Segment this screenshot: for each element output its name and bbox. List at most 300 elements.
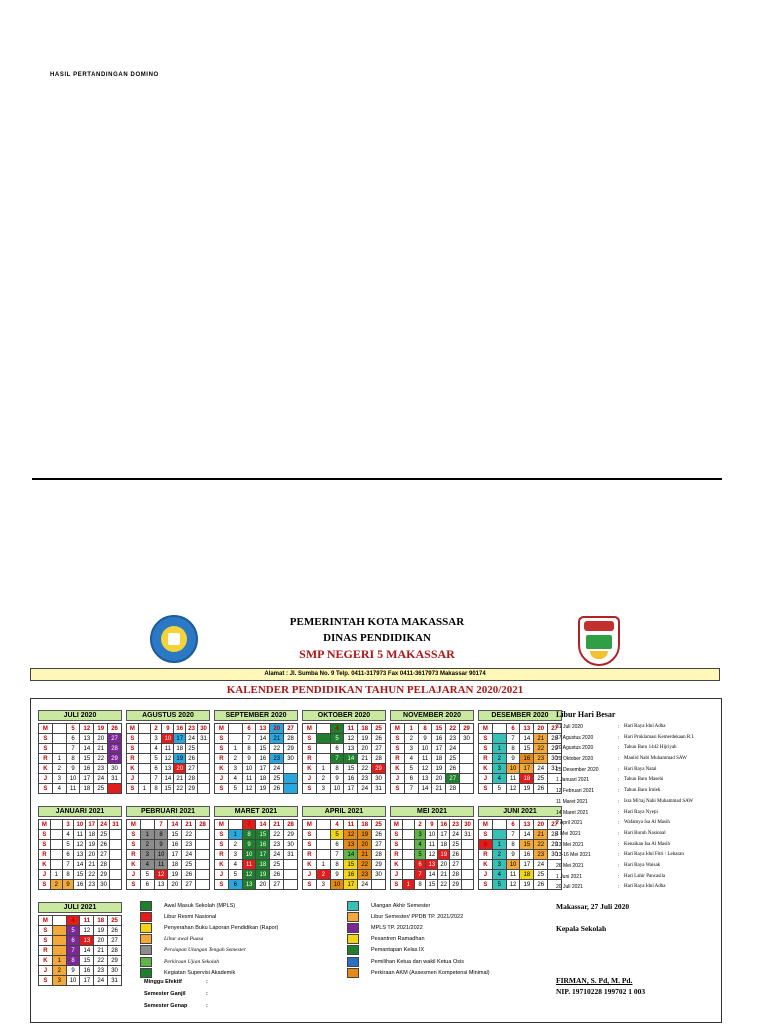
day-cell: 14: [74, 860, 86, 870]
holiday-separator: :: [618, 862, 620, 869]
day-cell: 31: [462, 830, 474, 840]
day-cell: 22: [438, 880, 450, 890]
day-cell: 29: [98, 870, 110, 880]
day-cell: 10: [330, 784, 344, 794]
day-cell: 4: [62, 830, 74, 840]
day-cell: 4: [330, 724, 344, 734]
summary-label: Semester Ganjil: [144, 991, 186, 997]
day-cell: 1: [316, 860, 330, 870]
day-cell: 11: [418, 754, 432, 764]
month-name: OKTOBER 2020: [302, 710, 386, 721]
day-cell: [462, 850, 474, 860]
letterhead: [30, 610, 724, 670]
legend-item: [347, 967, 547, 978]
legend-item: [140, 956, 340, 967]
holiday-name: Hari Raya Idul Fitri / Lebaran: [624, 852, 684, 858]
legend-label: Libur awal Puasa: [164, 936, 204, 943]
day-cell: [138, 764, 150, 774]
weekday-label: J: [215, 870, 229, 880]
legend-label: Pemilihan Ketua dan wakil Ketua Osis: [371, 958, 464, 965]
day-cell: 30: [372, 870, 386, 880]
day-cell: [402, 860, 414, 870]
day-cell: [228, 820, 242, 830]
day-cell: [108, 784, 122, 794]
summary-label: Minggu Efektif: [144, 979, 182, 985]
department-line: DINAS PENDIDIKAN: [323, 632, 431, 644]
legend-item: [140, 934, 340, 945]
holiday-name: Wafatnya Isa Al Masih: [624, 820, 670, 826]
legend-item: [347, 934, 547, 945]
day-cell: 15: [74, 870, 86, 880]
holiday-date: 20 Juli 2021: [556, 884, 583, 891]
legend-swatch: [347, 912, 359, 922]
day-cell: 28: [372, 754, 386, 764]
weekday-label: K: [39, 956, 53, 966]
day-cell: [372, 880, 386, 890]
holiday-separator: :: [618, 756, 620, 763]
day-cell: 24: [182, 850, 196, 860]
day-cell: 11: [80, 916, 94, 926]
legend-swatch: [140, 968, 152, 978]
day-cell: 3: [52, 774, 66, 784]
day-cell: 16: [80, 764, 94, 774]
day-cell: 11: [74, 830, 86, 840]
weekday-label: K: [391, 764, 405, 774]
day-cell: 27: [446, 774, 460, 784]
day-cell: 24: [450, 830, 462, 840]
day-cell: 19: [520, 784, 534, 794]
day-cell: 24: [94, 774, 108, 784]
weekday-label: S: [127, 830, 141, 840]
weekday-label: S: [215, 830, 229, 840]
day-cell: 29: [108, 754, 122, 764]
holiday-name: Tahun Baru Imlek: [624, 788, 661, 794]
legend-item: [140, 922, 340, 933]
month-calendar: [478, 806, 562, 890]
weekday-label: M: [215, 820, 229, 830]
weekday-label: J: [303, 774, 317, 784]
holiday-date: 1 Mei 2021: [556, 830, 581, 837]
day-cell: 1: [228, 830, 242, 840]
holiday-separator: :: [618, 798, 620, 805]
day-cell: 21: [86, 860, 98, 870]
day-cell: 18: [438, 840, 450, 850]
day-cell: 12: [426, 850, 438, 860]
holiday-row: [556, 818, 716, 829]
day-cell: 15: [80, 754, 94, 764]
day-cell: 2: [316, 870, 330, 880]
day-cell: 30: [198, 724, 210, 734]
day-cell: 14: [80, 744, 94, 754]
day-cell: 29: [284, 830, 298, 840]
day-cell: 17: [168, 850, 182, 860]
holiday-name: Kenaikan Isa Al Masih: [624, 841, 670, 847]
day-cell: 6: [242, 724, 256, 734]
weekday-label: S: [127, 840, 141, 850]
day-cell: 14: [418, 784, 432, 794]
legend-label: Pesantren Ramadhan: [371, 936, 425, 943]
day-cell: [110, 840, 122, 850]
day-cell: 27: [98, 850, 110, 860]
day-cell: 28: [98, 860, 110, 870]
day-cell: 4: [52, 784, 66, 794]
weekday-label: S: [479, 744, 493, 754]
day-cell: 19: [432, 764, 446, 774]
day-cell: 16: [80, 966, 94, 976]
day-cell: 4: [492, 774, 506, 784]
day-cell: [196, 880, 210, 890]
day-cell: [198, 784, 210, 794]
day-cell: 2: [414, 820, 426, 830]
day-cell: 10: [154, 850, 168, 860]
day-cell: 20: [94, 936, 108, 946]
weekday-label: K: [215, 860, 229, 870]
day-cell: 5: [404, 764, 418, 774]
day-cell: 19: [256, 784, 270, 794]
day-cell: [50, 860, 62, 870]
weekday-label: S: [215, 840, 229, 850]
holiday-date: 25 Desember 2020: [556, 766, 599, 773]
day-cell: 10: [418, 744, 432, 754]
day-cell: 19: [86, 840, 98, 850]
weekday-label: M: [303, 820, 317, 830]
day-cell: 15: [344, 764, 358, 774]
sign-role: Kepala Sekolah: [556, 924, 607, 933]
weekday-label: J: [39, 774, 53, 784]
day-cell: 13: [426, 860, 438, 870]
day-cell: 2: [52, 966, 66, 976]
day-cell: 23: [534, 850, 548, 860]
day-cell: [138, 734, 150, 744]
day-cell: 5: [330, 734, 344, 744]
day-cell: [52, 936, 66, 946]
day-cell: 22: [534, 744, 548, 754]
weekday-label: J: [39, 870, 51, 880]
holiday-row: [556, 765, 716, 776]
day-cell: 2: [140, 840, 154, 850]
day-cell: 11: [154, 860, 168, 870]
holiday-separator: :: [618, 841, 620, 848]
weekday-label: S: [303, 830, 317, 840]
day-cell: 28: [372, 850, 386, 860]
day-cell: 24: [358, 880, 372, 890]
day-cell: 10: [66, 774, 80, 784]
weekday-label: J: [127, 870, 141, 880]
holiday-separator: :: [618, 734, 620, 741]
day-cell: 26: [534, 784, 548, 794]
legend-item: [140, 900, 340, 911]
month-name: PEBRUARI 2021: [126, 806, 210, 817]
day-cell: 25: [94, 784, 108, 794]
day-cell: 13: [80, 936, 94, 946]
day-cell: 8: [418, 724, 432, 734]
day-cell: 13: [154, 880, 168, 890]
day-cell: 10: [162, 734, 174, 744]
month-name: JUNI 2021: [478, 806, 562, 817]
day-cell: 12: [80, 926, 94, 936]
weekday-label: R: [215, 850, 229, 860]
day-cell: 1: [138, 784, 150, 794]
day-cell: [110, 850, 122, 860]
weekday-label: M: [479, 820, 493, 830]
day-cell: 5: [330, 830, 344, 840]
day-cell: 14: [256, 734, 270, 744]
holiday-name: Hari Buruh Nasional: [624, 830, 666, 836]
holiday-date: 17 Agustus 2020: [556, 734, 594, 741]
day-cell: 5: [492, 784, 506, 794]
day-cell: 3: [404, 744, 418, 754]
month-calendar: [302, 806, 386, 890]
document-label: HASIL PERTANDINGAN DOMINO: [50, 72, 159, 78]
day-cell: 25: [182, 860, 196, 870]
day-cell: 27: [270, 880, 284, 890]
day-cell: 12: [74, 840, 86, 850]
holiday-name: Hari Lahir Pancasila: [624, 873, 666, 879]
day-cell: [52, 724, 66, 734]
day-cell: 22: [270, 830, 284, 840]
day-cell: 4: [140, 860, 154, 870]
day-cell: 16: [438, 820, 450, 830]
day-cell: 26: [270, 870, 284, 880]
weekday-label: S: [215, 744, 229, 754]
day-cell: 6: [330, 840, 344, 850]
day-cell: 26: [182, 870, 196, 880]
day-cell: 5: [62, 840, 74, 850]
day-cell: 8: [330, 860, 344, 870]
day-cell: 25: [534, 870, 548, 880]
day-cell: 3: [228, 764, 242, 774]
day-cell: 27: [372, 840, 386, 850]
day-cell: 7: [66, 744, 80, 754]
day-cell: 22: [358, 860, 372, 870]
weekday-label: S: [39, 880, 51, 890]
holiday-row: [556, 808, 716, 819]
holiday-name: Tahun Baru Masehi: [624, 777, 664, 783]
day-cell: 29: [460, 724, 474, 734]
day-cell: 8: [506, 744, 520, 754]
day-cell: 18: [520, 774, 534, 784]
day-cell: [316, 830, 330, 840]
month-name: JULI 2021: [38, 902, 122, 913]
day-cell: 19: [174, 754, 186, 764]
day-cell: 8: [66, 754, 80, 764]
day-cell: 17: [256, 764, 270, 774]
day-cell: 25: [186, 744, 198, 754]
school-name: SMP NEGERI 5 MAKASSAR: [299, 647, 455, 661]
weekday-label: R: [303, 754, 317, 764]
weekday-label: K: [215, 764, 229, 774]
legend-swatch: [140, 923, 152, 933]
legend-label: Perkiraan AKM (Assesmen Kompetensi Minimal): [371, 969, 490, 976]
weekday-label: J: [127, 774, 139, 784]
day-cell: 19: [256, 870, 270, 880]
day-cell: 14: [162, 774, 174, 784]
day-cell: [316, 744, 330, 754]
day-cell: 19: [358, 830, 372, 840]
day-cell: 10: [242, 850, 256, 860]
month-calendar: [302, 710, 386, 794]
day-cell: 12: [80, 724, 94, 734]
holiday-name: Maulid Nabi Muhammad SAW: [624, 756, 687, 762]
day-cell: 26: [446, 764, 460, 774]
holiday-separator: :: [618, 820, 620, 827]
day-cell: 8: [154, 830, 168, 840]
day-cell: 7: [242, 820, 256, 830]
day-cell: [110, 870, 122, 880]
day-cell: 25: [108, 916, 122, 926]
day-cell: 3: [228, 850, 242, 860]
day-cell: 2: [492, 850, 506, 860]
day-cell: 26: [108, 926, 122, 936]
day-cell: 13: [344, 744, 358, 754]
day-cell: 23: [270, 754, 284, 764]
day-cell: 28: [446, 784, 460, 794]
legend-item: [347, 945, 547, 956]
day-cell: 16: [344, 870, 358, 880]
summary-colon: :: [206, 979, 208, 985]
day-cell: [198, 754, 210, 764]
day-cell: 29: [284, 744, 298, 754]
day-cell: [402, 830, 414, 840]
day-cell: 11: [426, 840, 438, 850]
day-cell: 25: [270, 860, 284, 870]
day-cell: 22: [270, 744, 284, 754]
day-cell: 23: [86, 880, 98, 890]
day-cell: 17: [174, 734, 186, 744]
day-cell: 14: [344, 754, 358, 764]
day-cell: 28: [196, 820, 210, 830]
day-cell: 17: [520, 860, 534, 870]
day-cell: 14: [426, 870, 438, 880]
holiday-separator: :: [618, 745, 620, 752]
day-cell: 27: [108, 734, 122, 744]
day-cell: 16: [174, 724, 186, 734]
holiday-row: [556, 872, 716, 883]
day-cell: 23: [186, 724, 198, 734]
day-cell: [198, 774, 210, 784]
day-cell: 24: [446, 744, 460, 754]
legend-item: [347, 922, 547, 933]
day-cell: 2: [316, 774, 330, 784]
weekday-label: J: [215, 774, 229, 784]
day-cell: [138, 774, 150, 784]
day-cell: 7: [154, 820, 168, 830]
day-cell: 25: [98, 830, 110, 840]
day-cell: [198, 744, 210, 754]
city-emblem-logo: [578, 616, 620, 666]
government-line: PEMERINTAH KOTA MAKASSAR: [289, 616, 465, 628]
day-cell: 9: [426, 820, 438, 830]
weekday-label: S: [39, 840, 51, 850]
day-cell: [196, 840, 210, 850]
day-cell: 13: [344, 840, 358, 850]
day-cell: 31: [110, 820, 122, 830]
holiday-row: [556, 786, 716, 797]
weekday-label: S: [127, 880, 141, 890]
day-cell: 5: [150, 754, 162, 764]
day-cell: 21: [534, 734, 548, 744]
day-cell: 11: [162, 744, 174, 754]
day-cell: 6: [330, 744, 344, 754]
day-cell: 22: [94, 754, 108, 764]
day-cell: [50, 820, 62, 830]
day-cell: 24: [98, 820, 110, 830]
day-cell: 19: [438, 850, 450, 860]
day-cell: 4: [330, 820, 344, 830]
holiday-separator: :: [618, 788, 620, 795]
day-cell: 3: [316, 784, 330, 794]
day-cell: 1: [402, 880, 414, 890]
day-cell: [460, 774, 474, 784]
day-cell: 1: [492, 840, 506, 850]
weekday-label: S: [479, 784, 493, 794]
day-cell: 20: [168, 880, 182, 890]
legend-label: Ulangan Akhir Semester: [371, 902, 431, 909]
legend-swatch: [347, 934, 359, 944]
holiday-date: 2 April 2021: [556, 820, 583, 827]
day-cell: 7: [506, 830, 520, 840]
day-cell: 2: [404, 734, 418, 744]
day-cell: 19: [94, 724, 108, 734]
weekday-label: J: [391, 870, 403, 880]
day-cell: 1: [404, 724, 418, 734]
day-cell: 31: [108, 774, 122, 784]
day-cell: 9: [242, 754, 256, 764]
day-cell: 29: [108, 956, 122, 966]
day-cell: 21: [182, 820, 196, 830]
holiday-separator: :: [618, 873, 620, 880]
day-cell: 21: [174, 774, 186, 784]
month-name: JULI 2020: [38, 710, 122, 721]
legend-swatch: [140, 945, 152, 955]
day-cell: [462, 860, 474, 870]
day-cell: 16: [256, 754, 270, 764]
summary-row: [144, 1003, 234, 1009]
day-cell: 30: [460, 734, 474, 744]
day-cell: 9: [62, 880, 74, 890]
day-cell: 20: [358, 744, 372, 754]
weekday-label: K: [303, 764, 317, 774]
holiday-date: 31 Juli 2020: [556, 724, 583, 730]
month-calendar: [390, 710, 474, 794]
day-cell: 20: [94, 734, 108, 744]
day-cell: 10: [74, 820, 86, 830]
day-cell: 10: [66, 976, 80, 986]
day-cell: 12: [154, 870, 168, 880]
day-cell: [316, 850, 330, 860]
day-cell: 7: [330, 850, 344, 860]
day-cell: [462, 840, 474, 850]
month-name: NOVEMBER 2020: [390, 710, 474, 721]
day-cell: 19: [168, 870, 182, 880]
day-cell: [492, 830, 506, 840]
day-cell: 5: [140, 870, 154, 880]
day-cell: 20: [174, 764, 186, 774]
day-cell: 11: [344, 724, 358, 734]
calendar-title: KALENDER PENDIDIKAN TAHUN PELAJARAN 2020/2021: [226, 684, 524, 696]
weekday-label: S: [127, 784, 139, 794]
holiday-row: [556, 797, 716, 808]
day-cell: 1: [492, 744, 506, 754]
day-cell: 18: [86, 830, 98, 840]
holiday-name: Isra Mi'raj Nabi Muhammad SAW: [624, 798, 694, 804]
day-cell: [110, 880, 122, 890]
month-calendar: [478, 710, 562, 794]
day-cell: 22: [358, 764, 372, 774]
day-cell: 3: [414, 830, 426, 840]
day-cell: [492, 734, 506, 744]
summary-row: [144, 979, 234, 985]
